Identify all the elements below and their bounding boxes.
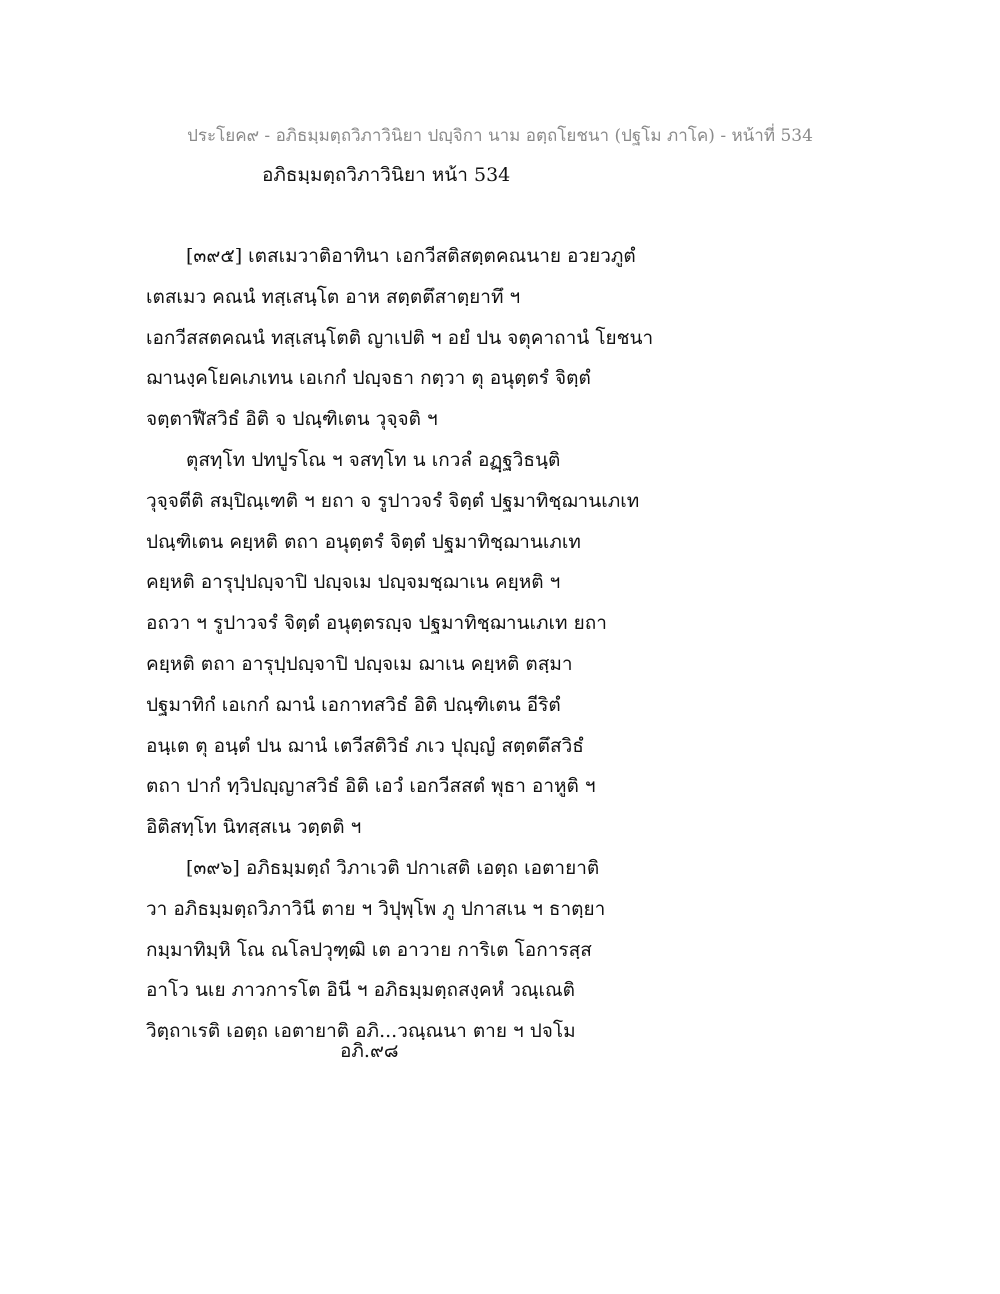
body-text (146, 236, 706, 1052)
text-line: เอกวีสสตคณนํ ทสฺเสนฺโตติ ญาเปติ ฯ อยํ ปน จตุคาถานํ โยชนา (146, 326, 654, 349)
running-header: ประโยค๙ - อภิธมฺมตฺถวิภาวินิยา ปญฺจิกา นาม อตฺถโยชนา (ปฐโม ภาโค) - หน้าที่ 534 (187, 126, 813, 146)
text-line: คยฺหติ อารุปฺปญฺจาปิ ปญฺจเม ปญฺจมชฺฌาเน คยฺหติ ฯ (146, 571, 561, 594)
text-line: วุจฺจตีติ สมฺปิณฺเฑติ ฯ ยถา จ รูปาวจรํ จิตฺตํ ปฐมาทิชฺฌานเภเท (146, 489, 640, 512)
text-line: อาโว นเย ภาวการโต อินี ฯ อภิธมฺมตฺถสงฺคหํ วณฺเณติ (146, 979, 575, 1002)
text-line: กมฺมาทิมฺหิ โณ ณโลปวุฑฺฒิ เต อาวาย การิเต โอการสฺส (146, 938, 592, 961)
text-line: วิตฺถาเรติ เอตฺถ เอตายาติ อภิ...วณฺณนา ตาย ฯ ปจโม (146, 1020, 576, 1043)
text-line: อนฺเต ตุ อนฺตํ ปน ฌานํ เตวีสติวิธํ ภเว ปุญฺญํ สตฺตตึสวิธํ (146, 734, 584, 757)
page-heading: อภิธมฺมตฺถวิภาวินิยา หน้า 534 (262, 164, 511, 186)
text-line: [๓๙๕] เตสเมวาติอาทินา เอกวีสติสตฺตคณนาย อวยวภูตํ (186, 245, 636, 267)
text-line: จตฺตาฬีสวิธํ อิติ จ ปณฺฑิเตน วุจฺจติ ฯ (146, 408, 438, 431)
text-line: เตสเมว คณนํ ทสฺเสนฺโต อาห สตฺตตึสาตฺยาทึ ฯ (146, 285, 521, 308)
text-line: ตุสทฺโท ปทปูรโณ ฯ จสทฺโท น เกวลํ อฏฺฐวิธนฺติ (186, 448, 561, 471)
text-line: คยฺหติ ตถา อารุปฺปญฺจาปิ ปญฺจเม ฌาเน คยฺหติ ตสฺมา (146, 652, 573, 675)
text-line: ฌานงฺคโยคเภเทน เอเกกํ ปญฺจธา กตฺวา ตุ อนุตฺตรํ จิตฺตํ (146, 367, 591, 390)
text-line: อถวา ฯ รูปาวจรํ จิตฺตํ อนุตฺตรญฺจ ปฐมาทิชฺฌานเภเท ยถา (146, 612, 607, 635)
text-line: ปณฺฑิเตน คยฺหติ ตถา อนุตฺตรํ จิตฺตํ ปฐมาทิชฺฌานเภเท (146, 530, 581, 553)
text-line: ปฐมาทิกํ เอเกกํ ฌานํ เอกาทสวิธํ อิติ ปณฺฑิเตน อีริตํ (146, 693, 561, 716)
text-line: ตถา ปากํ ทฺวิปญฺญาสวิธํ อิติ เอวํ เอกวีสสตํ พุธา อาหูติ ฯ (146, 775, 596, 798)
text-line: [๓๙๖] อภิธมฺมตฺถํ วิภาเวติ ปกาเสติ เอตฺถ เอตายาติ (186, 856, 600, 879)
text-line: วา อภิธมฺมตฺถวิภาวินี ตาย ฯ วิปุพฺโพ ภู ปกาสเน ฯ ธาตฺยา (146, 897, 606, 920)
text-line: อิติสทฺโท นิทสฺสเน วตฺตติ ฯ (146, 816, 362, 839)
footer-code: อภิ.๙๘ (340, 1040, 399, 1062)
